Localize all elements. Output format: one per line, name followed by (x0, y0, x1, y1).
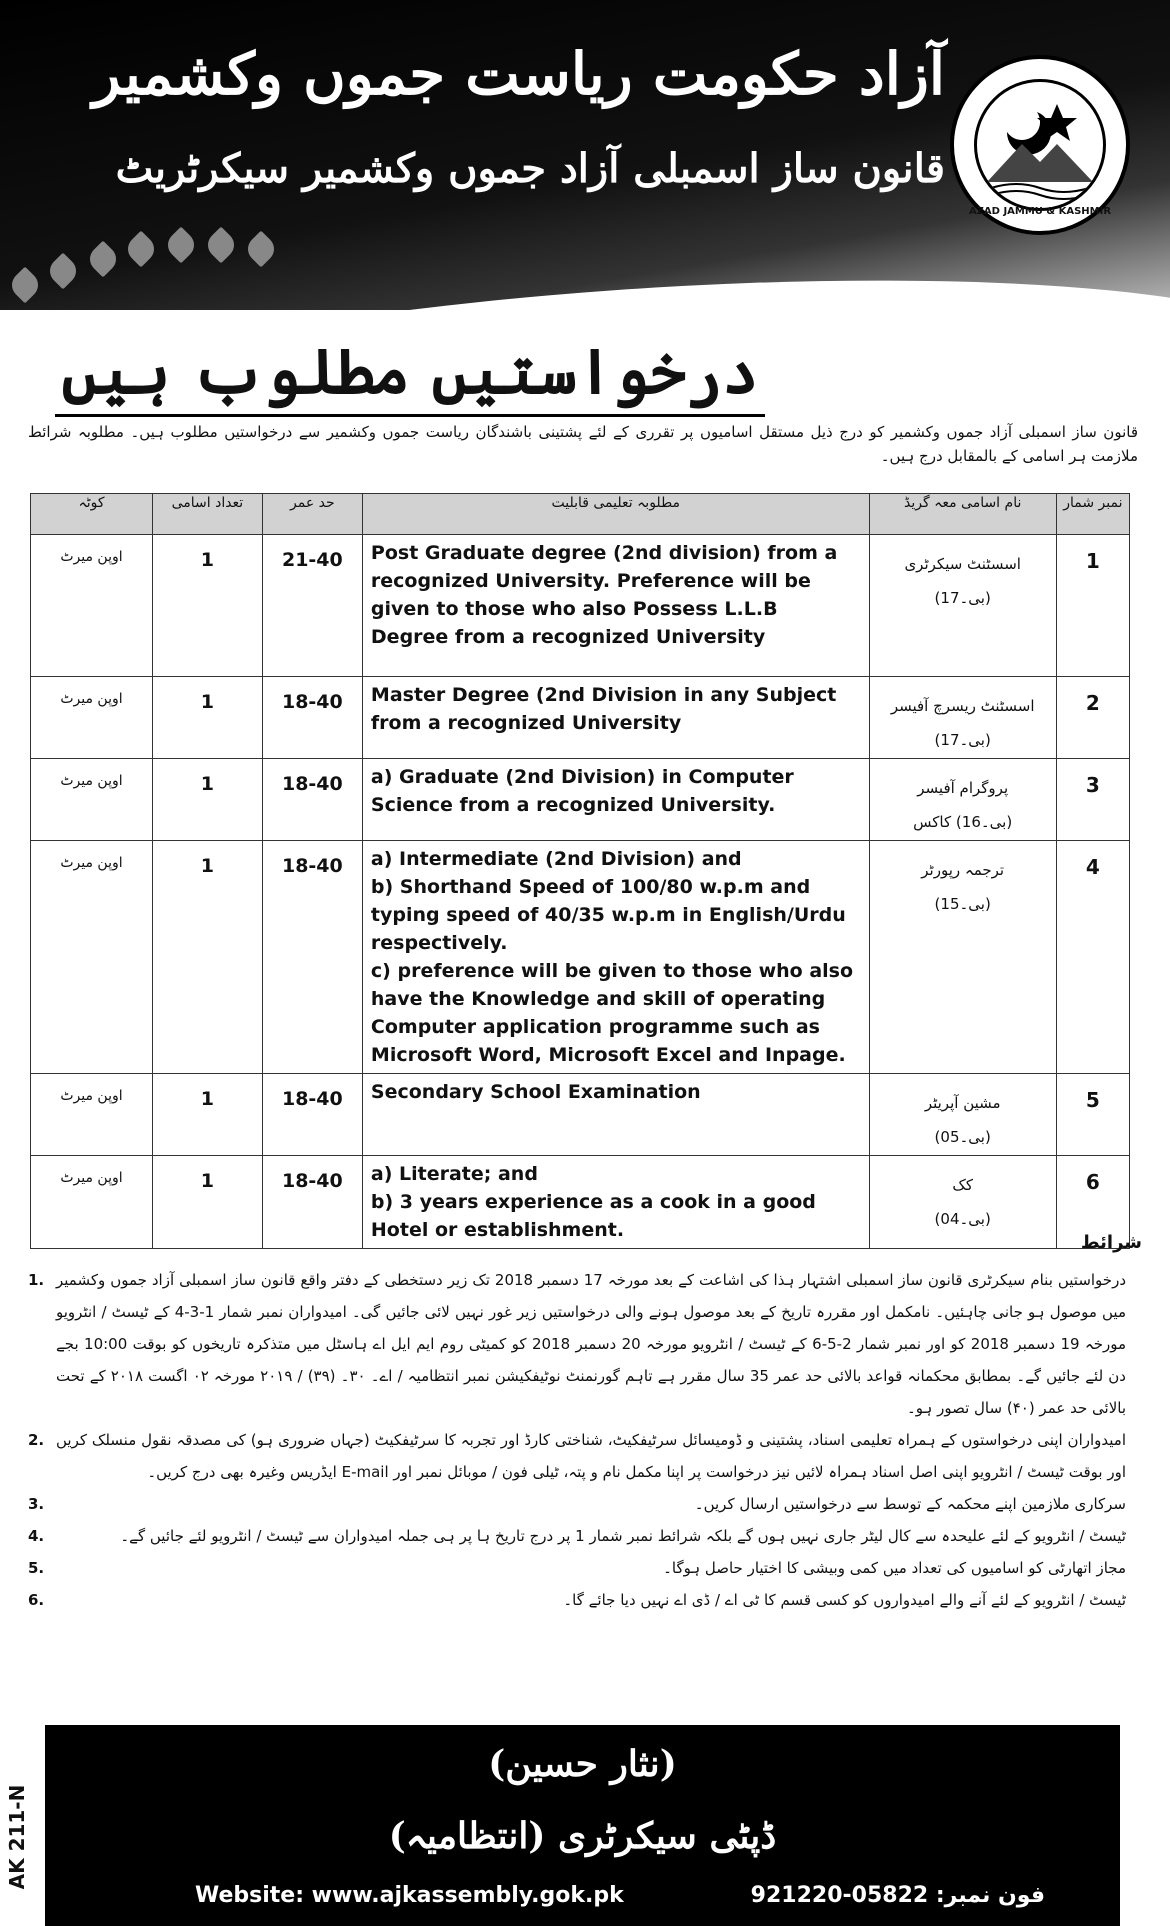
quota-cell: اوپن میرٹ (31, 759, 153, 841)
count-cell: 1 (152, 1156, 262, 1249)
term-number: 3. (28, 1495, 45, 1513)
term-item (28, 1264, 1146, 1424)
age-cell: 18-40 (262, 1074, 362, 1156)
count-cell: 1 (152, 759, 262, 841)
serial-cell: 2 (1056, 677, 1129, 759)
quota-cell: اوپن میرٹ (31, 677, 153, 759)
term-item (28, 1552, 1146, 1584)
vacancy-rows (31, 535, 1130, 1249)
term-text: امیدواران اپنی درخواستوں کے ہمراہ تعلیمی اسناد، پشتینی و ڈومیسائل سرٹیفکیٹ، شناختی کارڈ اور تجربہ کا سرٹیفکیٹ (جہاں ضروری ہو) کی مصدقہ نقول منسلک کریں اور بوقت ٹیسٹ / انٹرویو اپنی اصل اسناد ہمراہ لائیں نیز درخواست پر اپنا مکمل نام و پتہ، ٹیلی فون / موبائل نمبر اور E-mail ایڈریس وغیرہ بھی درج کریں۔ (56, 1431, 1126, 1481)
table-row (31, 1074, 1130, 1156)
qualification-cell: a) Graduate (2nd Division) in Computer Science from a recognized University. (362, 759, 869, 841)
assembly-title: قانون ساز اسمبلی آزاد جموں وکشمیر سیکرٹریٹ (115, 145, 945, 192)
post-grade: (بی۔17) (934, 731, 991, 749)
table-row (31, 535, 1130, 677)
ad-code (2, 1770, 32, 1920)
page-title: درخواستیں مطلوب ہیں (55, 335, 765, 417)
post-grade: (بی۔17) (934, 589, 991, 607)
serial-cell: 6 (1056, 1156, 1129, 1249)
header-serial: نمبر شمار (1056, 494, 1129, 535)
post-cell (869, 677, 1056, 759)
quota-cell: اوپن میرٹ (31, 1074, 153, 1156)
post-grade: (بی۔04) (934, 1210, 991, 1228)
term-text: سرکاری ملازمین اپنے محکمہ کے توسط سے درخواستیں ارسال کریں۔ (694, 1495, 1126, 1513)
quota-cell: اوپن میرٹ (31, 1156, 153, 1249)
ad-code-text: AK 211-N (5, 1784, 29, 1890)
qualification-cell: a) Intermediate (2nd Division) and b) Shorthand Speed of 100/80 w.p.m and typing speed of 40/35 w.p.m in English/Urdu respectively. c) preference will be given to those who also have the Knowledge and skill of operating Computer application programme such as Microsoft Word, Microsoft Excel and Inpage. (362, 841, 869, 1074)
post-title: ترجمہ رپورٹر (921, 861, 1005, 879)
phone-number: فون نمبر: 05822-921220 (750, 1883, 1045, 1908)
header-count: تعداد اسامی (152, 494, 262, 535)
header-qualification: مطلوبہ تعلیمی قابلیت (362, 494, 869, 535)
table-row (31, 759, 1130, 841)
header-age: حد عمر (262, 494, 362, 535)
signatory-designation: ڈپٹی سیکرٹری (انتظامیہ) (388, 1815, 777, 1857)
emblem-seal-icon (974, 79, 1106, 211)
term-number: 6. (28, 1591, 45, 1609)
qualification-cell: Secondary School Examination (362, 1074, 869, 1156)
table-header-row (31, 494, 1130, 535)
age-cell: 18-40 (262, 841, 362, 1074)
term-item (28, 1488, 1146, 1520)
serial-cell: 5 (1056, 1074, 1129, 1156)
emblem-label: AZAD JAMMU & KASHMIR (968, 206, 1112, 217)
post-grade: (بی۔16) کاکس (913, 813, 1013, 831)
terms-title: شرائط (1080, 1232, 1142, 1253)
signatory-name: (نثار حسین) (488, 1743, 677, 1785)
serial-cell: 4 (1056, 841, 1129, 1074)
qualification-cell: Post Graduate degree (2nd division) from a recognized University. Preference will be given to those who also Possess L.L.B Degree from a recognized University (362, 535, 869, 677)
term-text: ٹیسٹ / انٹرویو کے لئے علیحدہ سے کال لیٹر جاری نہیں ہوں گے بلکہ شرائط نمبر شمار 1 پر درج تاریخ ہا پر ہی جملہ امیدواران سے ٹیسٹ / انٹرویو لئے جائیں گے۔ (120, 1527, 1126, 1545)
term-number: 5. (28, 1559, 45, 1577)
post-cell (869, 759, 1056, 841)
term-item (28, 1520, 1146, 1552)
header-post: نام اسامی معہ گریڈ (869, 494, 1056, 535)
count-cell: 1 (152, 841, 262, 1074)
term-item (28, 1424, 1146, 1488)
ajk-emblem (950, 55, 1130, 235)
count-cell: 1 (152, 535, 262, 677)
post-cell (869, 1074, 1056, 1156)
age-cell: 21-40 (262, 535, 362, 677)
post-cell (869, 1156, 1056, 1249)
table-row (31, 1156, 1130, 1249)
post-cell (869, 535, 1056, 677)
post-grade: (بی۔05) (934, 1128, 991, 1146)
count-cell: 1 (152, 677, 262, 759)
quota-cell: اوپن میرٹ (31, 535, 153, 677)
terms-list (28, 1264, 1146, 1616)
term-text: مجاز اتھارٹی کو اسامیوں کی تعداد میں کمی وبیشی کا اختیار حاصل ہوگا۔ (663, 1559, 1126, 1577)
table-row (31, 841, 1130, 1074)
term-text: درخواستیں بنام سیکرٹری قانون ساز اسمبلی اشتہار ہذا کی اشاعت کے بعد مورخہ 17 دسمبر 2018 تک زیر دستخطی کے دفتر واقع قانون ساز اسمبلی آزاد جموں وکشمیر میں موصول ہو جانی چاہئیں۔ نامکمل اور مقررہ تاریخ کے بعد موصول ہونے والی درخواستیں زیر غور نہیں لائی جائیں گی۔ امیدواران نمبر شمار 1-3-4 کے ٹیسٹ / انٹرویو مورخہ 19 دسمبر 2018 کو اور نمبر شمار 2-5-6 کے ٹیسٹ / انٹرویو مورخہ 20 دسمبر 2018 کو کمیٹی روم ایم ایل اے ہاسٹل میں متذکرہ تاریخوں کو بوقت 10:00 بجے دن لئے جائیں گے۔ بمطابق محکمانہ قواعد بالائی حد عمر 35 سال مقرر ہے تاہم گورنمنٹ نوٹیفکیشن نمبر انتظامیہ / اے۔ ۳۰۔ (۳۹) / ۲۰۱۹ مورخہ ۰۲ اگست ۲۰۱۸ کے تحت بالائی حد عمر (۴۰) سال تصور ہو۔ (56, 1271, 1127, 1417)
post-grade: (بی۔15) (934, 895, 991, 913)
header-quota: کوٹہ (31, 494, 153, 535)
intro-paragraph: قانون ساز اسمبلی آزاد جموں وکشمیر کو درج ذیل مستقل اسامیوں پر تقرری کے لئے پشتینی باشندگان ریاست جموں وکشمیر سے درخواستیں مطلوب ہیں۔ مطلوبہ شرائط ملازمت ہر اسامی کے بالمقابل درج ہیں۔ (28, 423, 1138, 465)
term-item (28, 1584, 1146, 1616)
header-banner (0, 0, 1170, 360)
signature-block (45, 1725, 1120, 1926)
count-cell: 1 (152, 1074, 262, 1156)
vacancy-table (30, 493, 1130, 1249)
serial-cell: 3 (1056, 759, 1129, 841)
age-cell: 18-40 (262, 759, 362, 841)
age-cell: 18-40 (262, 677, 362, 759)
serial-cell: 1 (1056, 535, 1129, 677)
government-title: آزاد حکومت ریاست جموں وکشمیر (92, 40, 945, 108)
post-title: اسسٹنٹ ریسرچ آفیسر (890, 697, 1035, 715)
qualification-cell: Master Degree (2nd Division in any Subject from a recognized University (362, 677, 869, 759)
term-text: ٹیسٹ / انٹرویو کے لئے آنے والے امیدواروں کو کسی قسم کا ٹی اے / ڈی اے نہیں دیا جائے گا۔ (563, 1591, 1126, 1609)
table-row (31, 677, 1130, 759)
post-title: اسسٹنٹ سیکرٹری (904, 555, 1021, 573)
term-number: 4. (28, 1527, 45, 1545)
post-title: کک (952, 1176, 973, 1194)
post-cell (869, 841, 1056, 1074)
website-link[interactable]: Website: www.ajkassembly.gok.pk (195, 1883, 624, 1908)
term-number: 2. (28, 1431, 45, 1449)
age-cell: 18-40 (262, 1156, 362, 1249)
post-title: مشین آپریٹر (924, 1094, 1001, 1112)
term-number: 1. (28, 1271, 45, 1289)
post-title: پروگرام آفیسر (917, 779, 1009, 797)
quota-cell: اوپن میرٹ (31, 841, 153, 1074)
qualification-cell: a) Literate; and b) 3 years experience as a cook in a good Hotel or establishment. (362, 1156, 869, 1249)
